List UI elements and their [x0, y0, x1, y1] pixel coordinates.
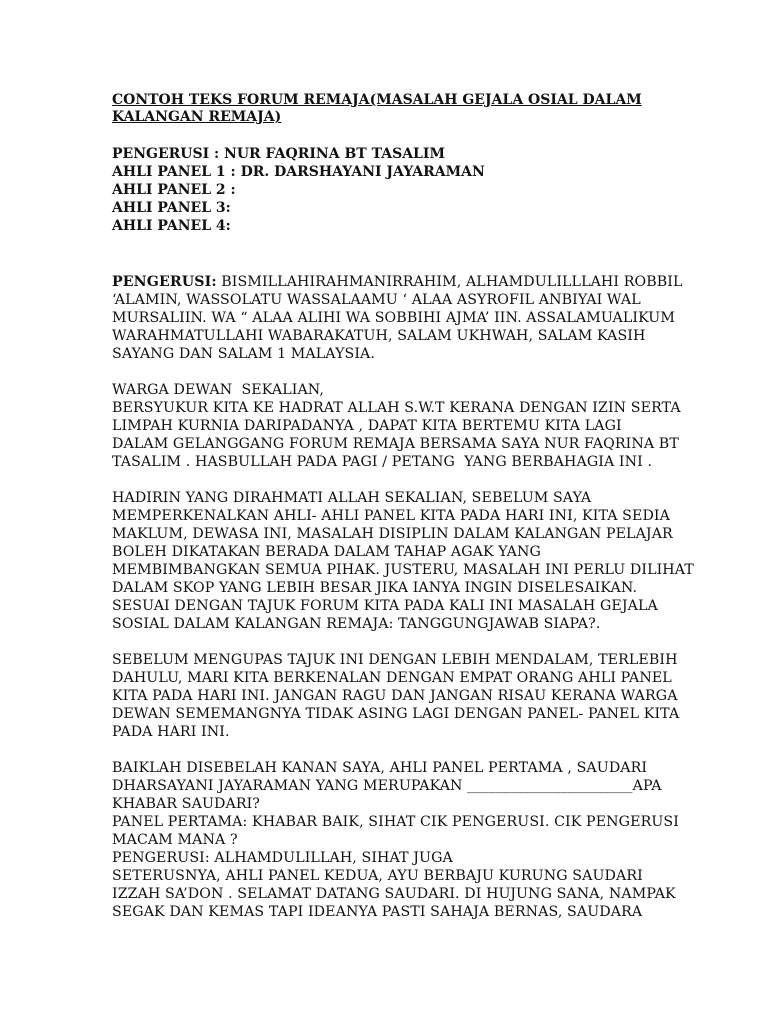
text-line: SOSIAL DALAM KALANGAN REMAJA: TANGGUNGJAWAB SIAPA?.: [112, 616, 601, 632]
forum-script: [112, 273, 694, 921]
paragraph-introduction: [112, 651, 680, 741]
text-line: MACAM MANA ?: [112, 832, 238, 848]
text-line: KITA PADA HARI INI. JANGAN RAGU DAN JANGAN RISAU KERANA WARGA: [112, 688, 678, 704]
text-line: ‘ALAMIN, WASSOLATU WASSALAAMU ‘ ALAA ASYROFIL ANBIYAI WAL: [112, 292, 641, 308]
text-line: IZZAH SA’DON . SELAMAT DATANG SAUDARI. DI HUJUNG SANA, NAMPAK: [112, 886, 676, 902]
title-line: KALANGAN REMAJA): [112, 109, 282, 125]
text-line: TASALIM . HASBULLAH PADA PAGI / PETANG YANG BERBAHAGIA INI .: [112, 454, 653, 470]
panel-roster: [112, 145, 668, 235]
title-line: CONTOH TEKS FORUM REMAJA(MASALAH GEJALA OSIAL DALAM: [112, 92, 642, 108]
text-line: MEMPERKENALKAN AHLI- AHLI PANEL KITA PADA HARI INI, KITA SEDIA: [112, 508, 670, 524]
text-line: SETERUSNYA, AHLI PANEL KEDUA, AYU BERBAJU KURUNG SAUDARI: [112, 868, 643, 884]
text-line: PADA HARI INI.: [112, 724, 230, 740]
roster-panel-4: AHLI PANEL 4:: [112, 218, 231, 234]
paragraph-opening: [112, 273, 683, 363]
text-line: [112, 273, 683, 291]
text-line: DEWAN SEMEMANGNYA TIDAK ASING LAGI DENGAN PANEL- PANEL KITA: [112, 706, 680, 722]
text-line: DHARSAYANI JAYARAMAN YANG MERUPAKAN _______________________APA: [112, 778, 662, 794]
text-line: BAIKLAH DISEBELAH KANAN SAYA, AHLI PANEL PERTAMA , SAUDARI: [112, 760, 648, 776]
roster-panel-3: AHLI PANEL 3:: [112, 200, 231, 216]
text-line: PANEL PERTAMA: KHABAR BAIK, SIHAT CIK PENGERUSI. CIK PENGERUSI: [112, 814, 679, 830]
paragraph-panel-intro: [112, 759, 679, 921]
text-line: PENGERUSI: ALHAMDULILLAH, SIHAT JUGA: [112, 850, 453, 866]
text-line: SAYANG DAN SALAM 1 MALAYSIA.: [112, 346, 376, 362]
text-line: SEBELUM MENGUPAS TAJUK INI DENGAN LEBIH MENDALAM, TERLEBIH: [112, 652, 678, 668]
text-line: SEGAK DAN KEMAS TAPI IDEANYA PASTI SAHAJA BERNAS, SAUDARA: [112, 904, 643, 920]
text-line: SESUAI DENGAN TAJUK FORUM KITA PADA KALI INI MASALAH GEJALA: [112, 598, 658, 614]
text-line: DALAM SKOP YANG LEBIH BESAR JIKA IANYA INGIN DISELESAIKAN.: [112, 580, 638, 596]
text-line: MEMBIMBANGKAN SEMUA PIHAK. JUSTERU, MASALAH INI PERLU DILIHAT: [112, 562, 694, 578]
text-line: HADIRIN YANG DIRAHMATI ALLAH SEKALIAN, SEBELUM SAYA: [112, 490, 592, 506]
text-line: MURSALIIN. WA “ ALAA ALIHI WA SOBBIHI AJMA’ IIN. ASSALAMUALIKUM: [112, 310, 675, 326]
document-title: [112, 92, 668, 126]
roster-chair: PENGERUSI : NUR FAQRINA BT TASALIM: [112, 146, 445, 162]
text-line: DALAM GELANGGANG FORUM REMAJA BERSAMA SAYA NUR FAQRINA BT: [112, 436, 679, 452]
speaker-label: PENGERUSI:: [112, 274, 217, 290]
text-line: BERSYUKUR KITA KE HADRAT ALLAH S.W.T KERANA DENGAN IZIN SERTA: [112, 400, 681, 416]
text-line: BOLEH DIKATAKAN BERADA DALAM TAHAP AGAK YANG: [112, 544, 541, 560]
paragraph-topic: [112, 489, 694, 633]
text-line: MAKLUM, DEWASA INI, MASALAH DISIPLIN DALAM KALANGAN PELAJAR: [112, 526, 673, 542]
paragraph-greeting: [112, 381, 681, 471]
roster-panel-1: AHLI PANEL 1 : DR. DARSHAYANI JAYARAMAN: [112, 164, 485, 180]
text-line: LIMPAH KURNIA DARIPADANYA , DAPAT KITA BERTEMU KITA LAGI: [112, 418, 622, 434]
text-run: BISMILLAHIRAHMANIRRAHIM, ALHAMDULILLLAHI ROBBIL: [216, 274, 683, 290]
text-line: WARGA DEWAN SEKALIAN,: [112, 382, 325, 398]
roster-panel-2: AHLI PANEL 2 :: [112, 182, 236, 198]
text-line: KHABAR SAUDARI?: [112, 796, 261, 812]
text-line: DAHULU, MARI KITA BERKENALAN DENGAN EMPAT ORANG AHLI PANEL: [112, 670, 672, 686]
text-line: WARAHMATULLAHI WABARAKATUH, SALAM UKHWAH, SALAM KASIH: [112, 328, 646, 344]
